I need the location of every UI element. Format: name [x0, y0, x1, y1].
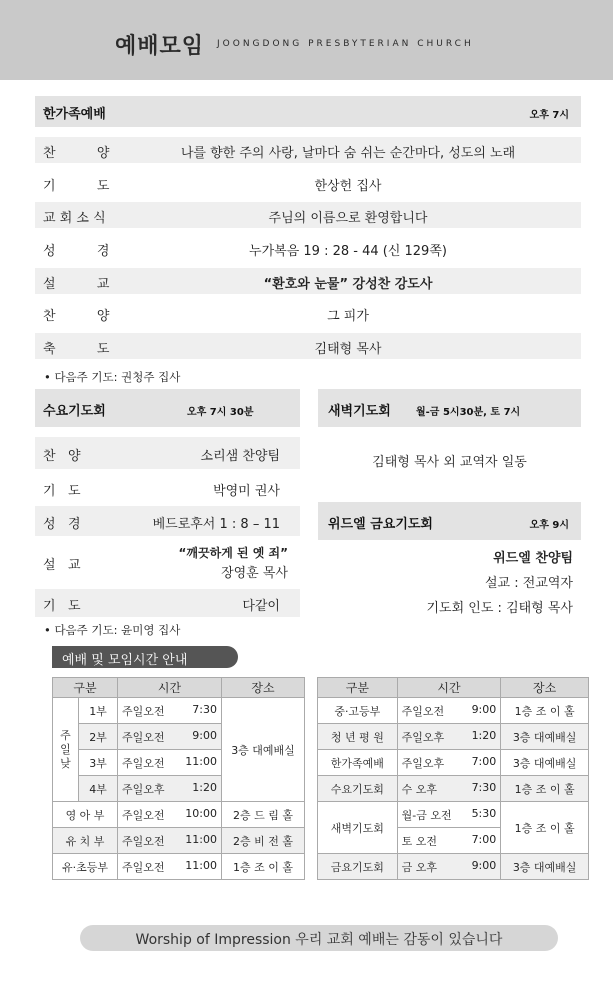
schedule-table-right — [317, 677, 589, 880]
row-label: 기 도 — [43, 484, 81, 499]
name-cell: 청 년 평 원 — [318, 724, 398, 750]
col-header: 구분 — [318, 678, 398, 698]
ampm-cell: 주일오전 — [401, 704, 445, 718]
wednesday-time: 오후 7시 30분 — [187, 407, 254, 418]
place-cell: 1층 조 이 홀 — [501, 698, 589, 724]
time-cell: 7:00 — [471, 832, 497, 846]
name-cell: 한가족예배 — [318, 750, 398, 776]
name-cell: 금요기도회 — [318, 854, 398, 880]
table-row — [318, 750, 589, 776]
page-header — [0, 0, 613, 80]
wednesday-title: 수요기도회 — [43, 404, 106, 419]
ampm-cell: 주일오후 — [401, 756, 445, 770]
col-header: 장소 — [501, 678, 589, 698]
time-cell: 9:00 — [192, 728, 217, 742]
part-cell: 4부 — [79, 776, 118, 802]
place-cell: 3층 대예배실 — [501, 854, 589, 880]
wednesday-row — [35, 474, 300, 502]
family-row — [35, 202, 581, 228]
name-cell: 중·고등부 — [318, 698, 398, 724]
family-worship-time: 오후 7시 — [529, 110, 569, 121]
dawn-time: 월-금 5시30분, 토 7시 — [416, 407, 521, 418]
part-cell: 3부 — [79, 750, 118, 776]
ampm-cell: 주일오전 — [122, 860, 165, 874]
row-label: 설 교 — [43, 277, 110, 292]
row-value: 한상헌 집사 — [314, 179, 382, 194]
time-cell: 1:20 — [471, 728, 497, 742]
name-cell: 유 치 부 — [53, 828, 118, 854]
friday-title: 위드엘 금요기도회 — [328, 517, 433, 532]
friday-leader: 기도회 인도 : 김태형 목사 — [426, 601, 573, 616]
family-row — [35, 137, 581, 163]
ampm-cell: 금 오후 — [401, 860, 438, 874]
place-cell: 2층 비 전 홀 — [222, 828, 305, 854]
wednesday-row — [35, 589, 300, 617]
place-cell: 3층 대예배실 — [501, 724, 589, 750]
table-row — [53, 828, 305, 854]
row-label: 찬 양 — [43, 146, 110, 161]
family-row — [35, 300, 581, 326]
name-cell: 유·초등부 — [53, 854, 118, 880]
time-cell: 11:00 — [185, 754, 217, 768]
page-subtitle: JOONGDONG PRESBYTERIAN CHURCH — [217, 39, 474, 49]
family-row — [35, 333, 581, 359]
wednesday-row — [35, 506, 300, 536]
ampm-cell: 주일오후 — [122, 782, 165, 796]
sermon-value: “환호와 눈물” 강성찬 강도사 — [263, 277, 433, 292]
row-value: 베드로후서 1 : 8 – 11 — [152, 517, 280, 532]
row-label: 찬 양 — [43, 449, 81, 464]
time-cell: 11:00 — [185, 832, 217, 846]
time-cell: 9:00 — [471, 858, 497, 872]
name-cell: 수요기도회 — [318, 776, 398, 802]
family-next-prayer: • 다음주 기도: 권청주 집사 — [44, 370, 181, 384]
part-cell: 1부 — [79, 698, 118, 724]
place-cell: 1층 조 이 홀 — [501, 776, 589, 802]
row-label: 축 도 — [43, 342, 110, 357]
schedule-tag: 예배 및 모임시간 안내 — [52, 646, 238, 668]
row-value: 김태형 목사 — [314, 342, 382, 357]
friday-sermon: 설교 : 전교역자 — [485, 576, 573, 591]
row-label: 성 경 — [43, 244, 110, 259]
wednesday-row — [35, 437, 300, 469]
dawn-title: 새벽기도회 — [328, 404, 391, 419]
row-value: 나를 향한 주의 사랑, 날마다 숨 쉬는 순간마다, 성도의 노래 — [180, 146, 516, 161]
sunday-place: 3층 대예배실 — [222, 698, 305, 802]
ampm-cell: 주일오전 — [122, 808, 165, 822]
footer-banner: Worship of Impression 우리 교회 예배는 감동이 있습니다 — [80, 925, 558, 951]
family-worship-bar — [35, 96, 581, 127]
time-cell: 5:30 — [471, 806, 497, 820]
table-row — [318, 776, 589, 802]
name-cell: 영 아 부 — [53, 802, 118, 828]
row-value: 주님의 이름으로 환영합니다 — [268, 211, 428, 226]
time-cell: 9:00 — [471, 702, 497, 716]
row-value: 다같이 — [242, 599, 280, 614]
wednesday-next-prayer: • 다음주 기도: 윤미영 집사 — [44, 623, 181, 637]
wednesday-sermon-title: “깨끗하게 된 옛 죄” — [178, 546, 288, 560]
time-cell: 1:20 — [192, 780, 217, 794]
wednesday-bar — [35, 389, 300, 427]
col-header: 장소 — [222, 678, 305, 698]
table-row — [53, 698, 305, 724]
row-label: 설 교 — [43, 558, 81, 573]
row-value: 그 피가 — [327, 309, 369, 324]
ampm-cell: 수 오후 — [401, 782, 438, 796]
wednesday-row — [35, 540, 300, 586]
family-row — [35, 268, 581, 294]
table-row — [318, 698, 589, 724]
ampm-cell: 주일오후 — [401, 730, 445, 744]
row-label: 기 도 — [43, 599, 81, 614]
sunday-label: 주일낮 — [53, 698, 79, 802]
row-value: 누가복음 19 : 28 - 44 (신 129쪽) — [249, 244, 447, 259]
time-cell: 11:00 — [185, 858, 217, 872]
place-cell: 1층 조 이 홀 — [222, 854, 305, 880]
part-cell: 2부 — [79, 724, 118, 750]
col-header: 시간 — [397, 678, 501, 698]
page-title: 예배모임 — [115, 34, 205, 59]
place-cell: 2층 드 림 홀 — [222, 802, 305, 828]
ampm-cell: 주일오전 — [122, 834, 165, 848]
family-worship-title: 한가족예배 — [43, 107, 106, 122]
table-row — [318, 854, 589, 880]
ampm-cell: 주일오전 — [122, 704, 165, 718]
col-header: 구분 — [53, 678, 118, 698]
friday-time: 오후 9시 — [529, 520, 569, 531]
family-row — [35, 235, 581, 261]
table-row — [318, 802, 589, 828]
row-value: 박영미 권사 — [213, 484, 280, 499]
friday-bar — [318, 502, 581, 540]
time-cell: 10:00 — [185, 806, 217, 820]
col-header: 시간 — [118, 678, 222, 698]
friday-team: 위드엘 찬양팀 — [493, 551, 573, 566]
place-cell: 3층 대예배실 — [501, 750, 589, 776]
row-label: 성 경 — [43, 517, 81, 532]
wednesday-preacher: 장영훈 목사 — [221, 566, 288, 581]
family-row — [35, 170, 581, 196]
dawn-text: 김태형 목사 외 교역자 일동 — [372, 455, 527, 470]
table-row — [53, 802, 305, 828]
ampm-cell: 토 오전 — [401, 834, 438, 848]
time-cell: 7:30 — [192, 702, 217, 716]
table-row — [53, 854, 305, 880]
ampm-cell: 월-금 오전 — [401, 808, 452, 822]
name-cell: 새벽기도회 — [318, 802, 398, 854]
row-value: 소리샘 찬양팀 — [200, 449, 280, 464]
time-cell: 7:30 — [471, 780, 497, 794]
dawn-bar — [318, 389, 581, 427]
table-row — [318, 724, 589, 750]
time-cell: 7:00 — [471, 754, 497, 768]
row-label: 교 회 소 식 — [43, 211, 106, 226]
schedule-table-left — [52, 677, 305, 880]
ampm-cell: 주일오전 — [122, 730, 165, 744]
row-label: 찬 양 — [43, 309, 110, 324]
ampm-cell: 주일오전 — [122, 756, 165, 770]
place-cell: 1층 조 이 홀 — [501, 802, 589, 854]
row-label: 기 도 — [43, 179, 110, 194]
